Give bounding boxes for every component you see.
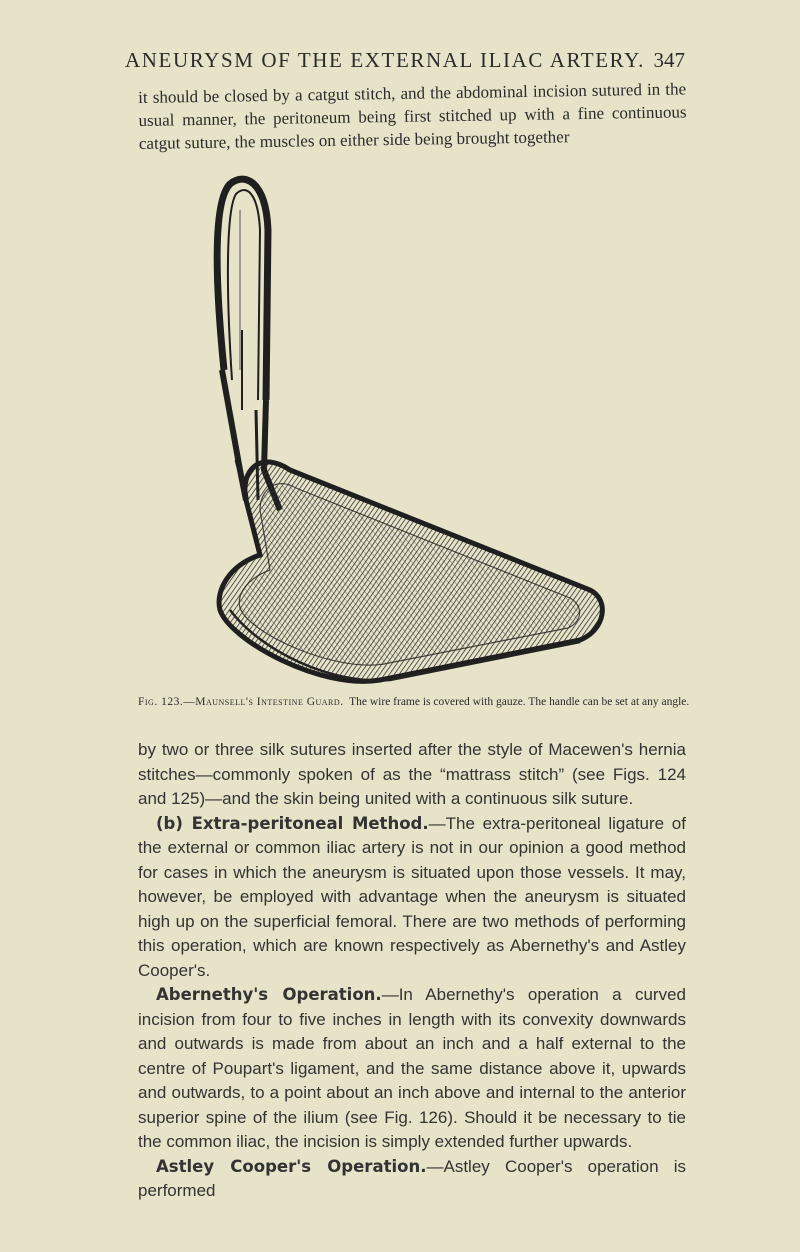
running-title: ANEURYSM OF THE EXTERNAL ILIAC ARTERY. [125, 48, 646, 72]
heading-extra-peritoneal-method: (b) Extra-peritoneal Method. [156, 813, 429, 833]
intestine-guard-drawing [200, 170, 610, 695]
heading-astley-cooper-operation: Astley Cooper's Operation. [156, 1156, 427, 1176]
intestine-guard-illustration [200, 170, 610, 695]
heading-abernethy-operation: Abernethy's Operation. [156, 985, 382, 1004]
figure-caption-text: The wire frame is covered with gauze. The handle can be set at any angle. [349, 696, 690, 708]
abernethy-text: —In Abernethy's operation a curved incision from four to five inches in length with its convexity downwards and outwards is made from about an inch and a half external to the centre of Poupart's ligament, and the same distance above it, upwards and outwards, to a point about an inch above and internal to the anterior superior spine of the ilium (see Fig. 126). Should it be necessary to tie the common iliac, the incision is simply extended further upwards. [138, 985, 686, 1151]
body-text [138, 738, 686, 1204]
paragraph-astley-cooper [138, 1155, 686, 1204]
figure-title: —Maunsell's Intestine Guard. [183, 696, 344, 708]
astley-cooper-text: —Astley Cooper's operation is performed [138, 1156, 686, 1200]
figure-caption [138, 695, 698, 709]
running-head [125, 48, 685, 78]
figure-number: Fig. 123. [138, 696, 184, 708]
extra-peritoneal-text: —The extra-peritoneal ligature of the external or common iliac artery is not in our opinion a good method for cases in which the aneurysm is situated upon those vessels. It may, however, be employed with advantage when the aneurysm is situated high up on the superficial femoral. There are two methods of performing this operation, which are known respectively as Abernethy's and Astley Cooper's. [138, 813, 686, 980]
paragraph-extra-peritoneal [138, 812, 686, 984]
gauze-frame [219, 462, 602, 681]
page-number: 347 [653, 48, 685, 72]
intro-paragraph: it should be closed by a catgut stitch, and the abdominal incision sutured in the usual manner, the peritoneum being first stitched up with a fine continuous catgut suture, the muscles on either side being brought together [138, 79, 687, 153]
paragraph-abernethy [138, 983, 686, 1155]
paragraph-mattrass-stitch: by two or three silk sutures inserted after the style of Macewen's hernia stitches—commonly spoken of as the “mattrass stitch” (see Figs. 124 and 125)—and the skin being united with a continuous silk suture. [138, 740, 686, 808]
